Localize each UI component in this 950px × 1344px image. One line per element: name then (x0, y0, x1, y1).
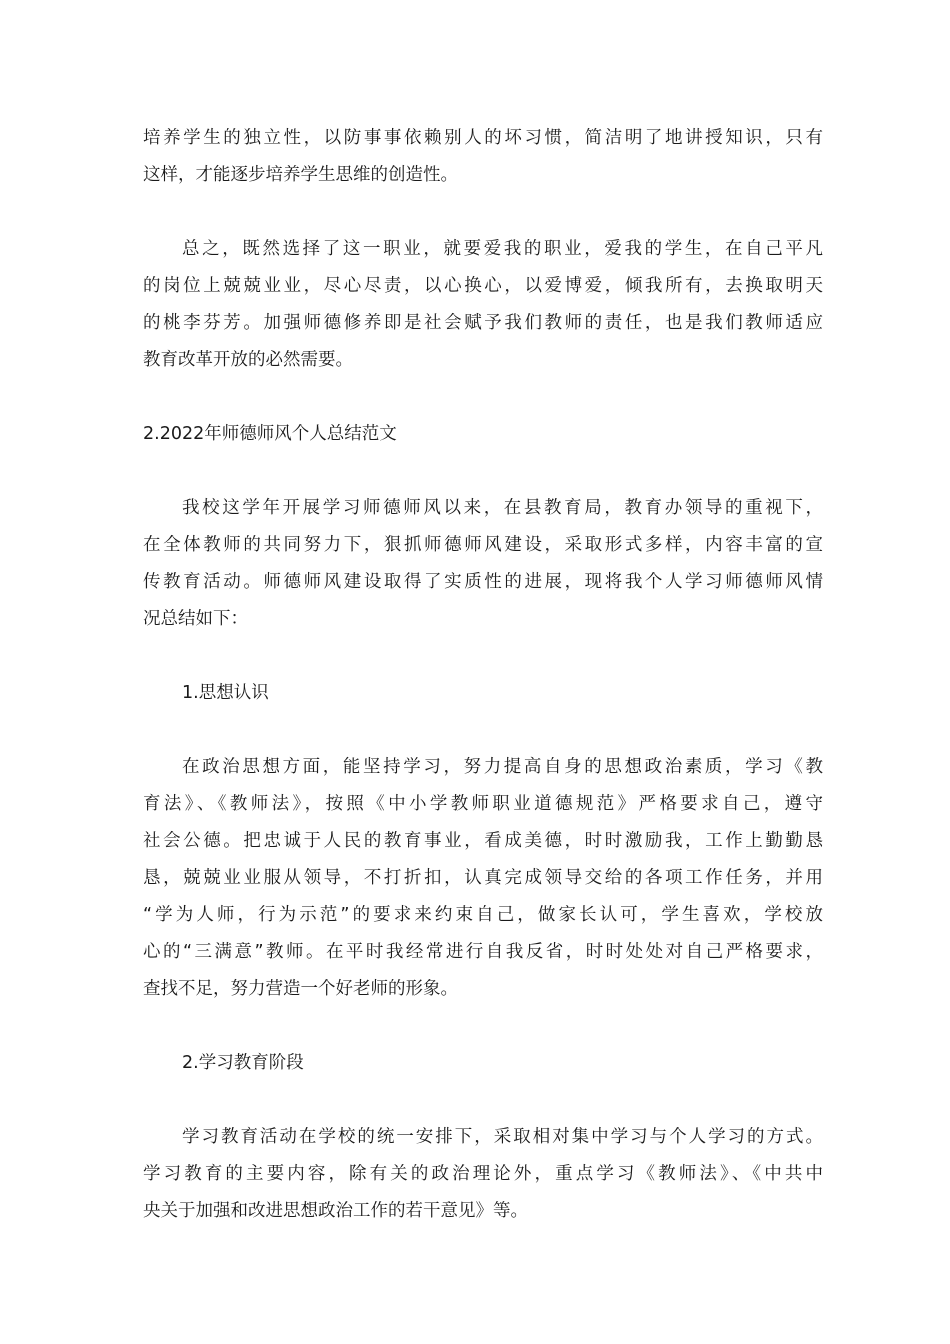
paragraph-line: 我校这学年开展学习师德师风以来，在县教育局，教育办领导的重视下， (182, 498, 823, 518)
paragraph-line: 社会公德。把忠诚于人民的教育事业，看成美德，时时激励我，工作上勤勤恳 (143, 831, 823, 851)
paragraph-line: 的桃李芬芳。加强师德修养即是社会赋予我们教师的责任，也是我们教师适应 (143, 313, 823, 333)
paragraph-line: 况总结如下： (143, 609, 248, 629)
paragraph-line: 查找不足，努力营造一个好老师的形象。 (143, 979, 458, 999)
paragraph-line: 学习教育的主要内容，除有关的政治理论外，重点学习《教师法》、《中共中 (143, 1164, 823, 1184)
paragraph-line: 这样，才能逐步培养学生思维的创造性。 (143, 165, 458, 185)
paragraph-line: 传教育活动。师德师风建设取得了实质性的进展，现将我个人学习师德师风情 (143, 572, 823, 592)
paragraph-line: 恳，兢兢业业服从领导，不打折扣，认真完成领导交给的各项工作任务，并用 (143, 868, 823, 888)
paragraph-line: 总之，既然选择了这一职业，就要爱我的职业，爱我的学生，在自己平凡 (182, 239, 823, 259)
section-title: 2.2022年师德师风个人总结范文 (143, 424, 397, 444)
paragraph-line: 教育改革开放的必然需要。 (143, 350, 353, 370)
paragraph-line: “学为人师，行为示范”的要求来约束自己，做家长认可，学生喜欢，学校放 (143, 905, 823, 925)
paragraph-line: 在政治思想方面，能坚持学习，努力提高自身的思想政治素质，学习《教 (182, 757, 823, 777)
paragraph-line: 育法》、《教师法》，按照《中小学教师职业道德规范》严格要求自己，遵守 (143, 794, 823, 814)
paragraph-line: 的岗位上兢兢业业，尽心尽责，以心换心，以爱博爱，倾我所有，去换取明天 (143, 276, 823, 296)
subsection-title: 2.学习教育阶段 (182, 1053, 304, 1073)
paragraph-line: 心的“三满意”教师。在平时我经常进行自我反省，时时处处对自己严格要求， (143, 942, 823, 962)
subsection-title: 1.思想认识 (182, 683, 269, 703)
paragraph-line: 培养学生的独立性，以防事事依赖别人的坏习惯，简洁明了地讲授知识，只有 (143, 128, 823, 148)
paragraph-line: 学习教育活动在学校的统一安排下，采取相对集中学习与个人学习的方式。 (182, 1127, 823, 1147)
paragraph-line: 在全体教师的共同努力下，狠抓师德师风建设，采取形式多样，内容丰富的宣 (143, 535, 823, 555)
paragraph-line: 央关于加强和改进思想政治工作的若干意见》等。 (143, 1201, 528, 1221)
